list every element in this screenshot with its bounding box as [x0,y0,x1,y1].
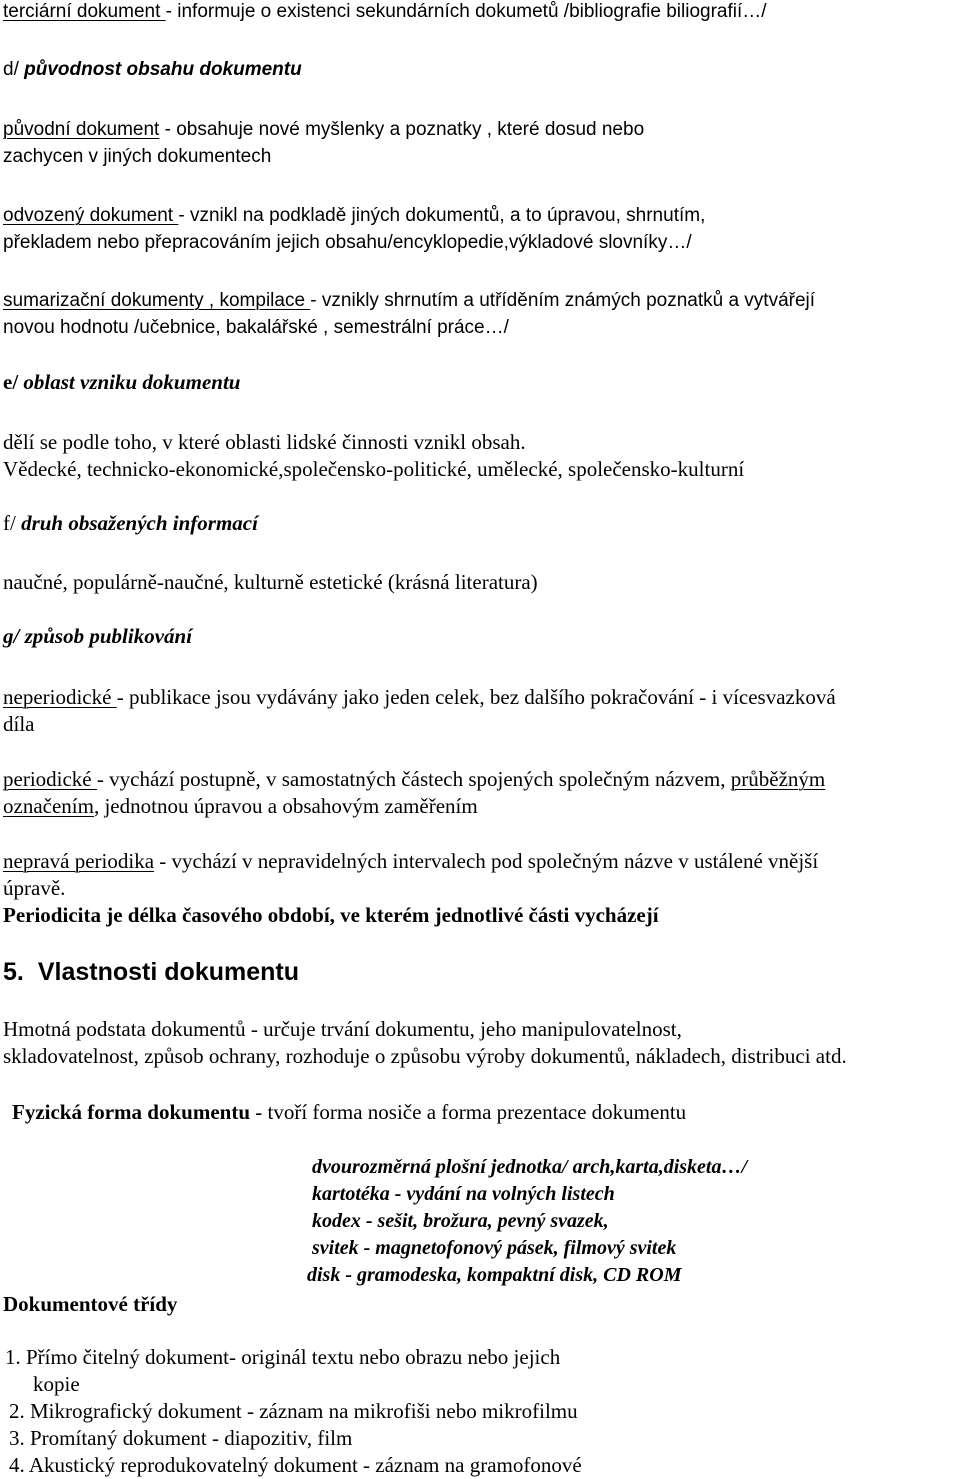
odvozeny-line: odvozený dokument - vznikl na podkladě jiných dokumentů, a to úpravou, shrnutím, [3,205,706,226]
term-fyzicka-forma: Fyzická forma dokumentu [12,1100,250,1124]
term-odvozeny: odvozený dokument [3,205,179,226]
neperiodicke-cont: díla [3,712,35,736]
term-neprava: nepravá periodika [3,849,155,873]
puvodni-line: původní dokument - obsahuje nové myšlenky a poznatky , které dosud nebo [3,119,645,140]
periodicita-statement: Periodicita je délka časového období, ve kterém jednotlivé části vycházejí [3,903,659,927]
sumarizacni-cont: novou hodnotu /učebnice, bakalářské , semestrální práce…/ [3,317,509,338]
form-item: kodex - sešit, brožura, pevný svazek, [312,1210,609,1232]
hmotna-line2: skladovatelnost, způsob ochrany, rozhoduje o způsobu výroby dokumentů, nákladech, distribuci atd. [3,1044,847,1068]
e-line2: Vědecké, technicko-ekonomické,společensko-politické, umělecké, společensko-kulturní [3,457,745,481]
list-item: 2. Mikrografický dokument - záznam na mikrofiši nebo mikrofilmu [9,1399,578,1423]
dokumentove-tridy-heading: Dokumentové třídy [3,1292,178,1316]
hmotna-line1: Hmotná podstata dokumentů - určuje trvání dokumentu, jeho manipulovatelnost, [3,1017,682,1041]
form-item: disk - gramodeska, kompaktní disk, CD ROM [307,1264,682,1286]
odvozeny-cont: překladem nebo přepracováním jejich obsahu/encyklopedie,výkladové slovníky…/ [3,232,692,253]
section-5-heading: 5. Vlastnosti dokumentu [3,958,299,986]
fyzicka-forma-line: Fyzická forma dokumentu - tvoří forma nosiče a forma prezentace dokumentu [12,1100,687,1124]
heading-f: f/ druh obsažených informací [3,511,258,535]
periodicke-cont: označením, jednotnou úpravou a obsahovým zaměřením [3,794,478,818]
form-item: dvourozměrná plošní jednotka/ arch,karta,disketa…/ [312,1156,748,1178]
heading-d: d/ původnost obsahu dokumentu [3,59,302,80]
list-item: 1. Přímo čitelný dokument- originál textu nebo obrazu nebo jejich [5,1345,561,1369]
sumarizacni-line: sumarizační dokumenty , kompilace - vznikly shrnutím a utříděním známých poznatků a vytvářejí [3,290,816,311]
term-neperiodicke: neperiodické [3,685,117,709]
heading-d-title: původnost obsahu dokumentu [24,59,302,80]
term-terciarni: terciární dokument [3,1,166,22]
term-puvodni: původní dokument [3,119,160,140]
heading-e-title: oblast vzniku dokumentu [23,370,241,394]
puvodni-cont: zachycen v jiných dokumentech [3,146,272,167]
neprava-cont: úpravě. [3,876,66,900]
heading-f-title: druh obsažených informací [21,511,258,535]
e-line1: dělí se podle toho, v které oblasti lidské činnosti vznikl obsah. [3,430,526,454]
periodicke-line: periodické - vychází postupně, v samostatných částech spojených společným názvem, průběžným [3,767,826,791]
terciarni-line [3,2,767,21]
list-item: 3. Promítaný dokument - diapozitiv, film [9,1426,353,1450]
term-periodicke: periodické [3,767,97,791]
neperiodicke-line: neperiodické - publikace jsou vydávány jako jeden celek, bez dalšího pokračování - i vícesvazková [3,685,836,709]
list-item-cont: kopie [33,1372,80,1396]
terciarni-desc: - informuje o existenci sekundárních dokumetů /bibliografie biliografií…/ [165,1,767,22]
term-sumarizacni: sumarizační dokumenty , kompilace [3,290,311,311]
heading-g: g/ způsob publikování [3,624,193,648]
f-line1: naučné, populárně-naučné, kulturně estetické (krásná literatura) [3,570,538,594]
neprava-line: nepravá periodika - vychází v nepravidelných intervalech pod společným názve v ustálené vnější [3,849,819,873]
form-item: svitek - magnetofonový pásek, filmový svitek [312,1237,677,1259]
heading-e: e/ oblast vzniku dokumentu [3,370,241,394]
list-item: 4. Akustický reprodukovatelný dokument - záznam na gramofonové [9,1453,582,1477]
form-item: kartotéka - vydání na volných listech [312,1183,615,1205]
